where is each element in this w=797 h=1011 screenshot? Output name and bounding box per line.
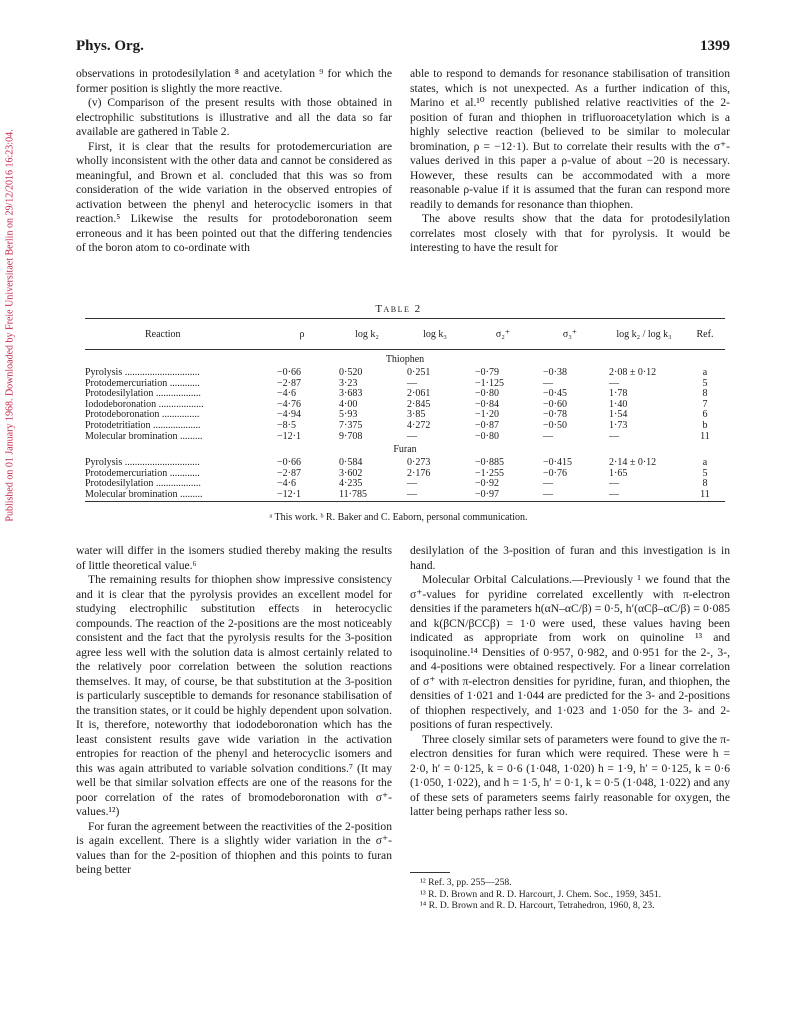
footnote-rule: [410, 872, 450, 873]
table-cell: —: [407, 377, 417, 389]
table-cell: —: [407, 478, 417, 490]
table-cell: 4·235: [339, 478, 363, 490]
table-cell: —: [609, 430, 619, 442]
paragraph: able to respond to demands for resonance stabilisation of transition states, which is not unexpected. As a further indication of this, Marino et al.¹⁰ recently published relative reactivities of the 2-position of furan and thiophen in trifluoroacetylation which is a highly selective reaction (believed to be similar to molecular bromination, ρ = −12·1). But to correlate their results with the σ⁺-values derived in this paper a ρ-value of about −20 is necessary. However, these results can be accommodated with a more reasonable ρ-value if it is assumed that the furan can respond more readily to demands for resonance than thiophen.: [410, 67, 730, 211]
top-right-column: [410, 67, 730, 256]
table-cell: −1·255: [475, 467, 504, 479]
table-cell: −0·97: [475, 488, 499, 500]
table-cell: −0·60: [543, 398, 567, 410]
table-cell: 5: [702, 377, 708, 389]
column-header: log k₂ / log k₃: [616, 328, 672, 340]
table-cell: −0·78: [543, 409, 567, 421]
table-cell: −0·80: [475, 430, 499, 442]
paragraph: First, it is clear that the results for protodemercuriation are wholly inconsistent with the other data and cannot be considered as meaningful, and Brown et al. concluded that this was so from consideration of the wide variation in the observed entropies of activation between the phenyl and heterocyclic isomers in that reaction.⁵ Likewise the results for protodeboronation seem erroneous and it has been pointed out that the differing tendencies of the boron atom to co-ordinate with: [76, 139, 392, 254]
table-cell: −0·66: [277, 457, 301, 469]
table-cell: 2·845: [407, 398, 431, 410]
paragraph: (v) Comparison of the present results with those obtained in electrophilic substitutions is illustrative and all the data so far available are gathered in Table 2.: [76, 96, 392, 138]
bottom-left-column: [76, 544, 392, 878]
table-cell: −2·87: [277, 377, 301, 389]
table-cell: −0·80: [475, 388, 499, 400]
table-cell: −0·84: [475, 398, 499, 410]
table-cell: —: [543, 488, 553, 500]
table-cell: −0·92: [475, 478, 499, 490]
table-cell: 1·65: [609, 467, 628, 479]
reaction-name: Iododeboronation ..................: [85, 398, 204, 410]
table-cell: 6: [702, 409, 708, 421]
table-cell: 5: [702, 467, 708, 479]
reaction-name: Molecular bromination .........: [85, 488, 203, 500]
table-cell: 8: [702, 388, 708, 400]
table-body: [85, 352, 725, 501]
column-header: σ₃⁺: [562, 328, 578, 340]
top-left-column: [76, 67, 392, 256]
table-cell: 3·85: [407, 409, 426, 421]
table-cell: 4·272: [407, 419, 431, 431]
journal-name: Phys. Org.: [76, 38, 144, 54]
paragraph: observations in protodesilylation ⁸ and acetylation ⁹ for which the former position is slightly the more reactive.: [76, 67, 392, 95]
reference: ¹³ R. D. Brown and R. D. Harcourt, J. Chem. Soc., 1959, 3451.: [420, 888, 662, 900]
table-cell: 0·584: [339, 457, 363, 469]
table-cell: 9·708: [339, 430, 363, 442]
table-cell: 0·273: [407, 457, 431, 469]
table-cell: −0·38: [543, 367, 567, 378]
table-cell: —: [543, 478, 553, 490]
table-cell: 2·14 ± 0·12: [609, 457, 657, 469]
table-title: Table 2: [375, 303, 422, 315]
table-cell: −0·45: [543, 388, 567, 400]
table-cell: 4·00: [339, 398, 358, 410]
reaction-name: Protodesilylation ..................: [85, 388, 201, 400]
reference: ¹⁴ R. D. Brown and R. D. Harcourt, Tetrahedron, 1960, 8, 23.: [420, 900, 655, 911]
paragraph: For furan the agreement between the reactivities of the 2-position is again excellent. There is a slightly wider variation in the σ⁺-values than for the 2-position of thiophen and this points to furan being better: [76, 819, 392, 876]
table-cell: −2·87: [277, 467, 301, 479]
table-cell: 11: [700, 430, 710, 442]
table-cell: 11: [700, 488, 710, 500]
column-header: Ref.: [696, 328, 714, 340]
table-cell: 2·08 ± 0·12: [609, 367, 657, 378]
table-cell: 2·061: [407, 388, 431, 400]
table-cell: 3·683: [339, 388, 363, 400]
table-cell: —: [609, 488, 619, 500]
column-header: log k₂: [355, 328, 379, 340]
download-watermark: Published on 01 January 1968. Downloaded by Freie Universitaet Berlin on 29/12/2016 16:23:04.: [4, 129, 16, 522]
paragraph: desilylation of the 3-position of furan and this investigation is in hand.: [410, 544, 730, 572]
table-row: [85, 368, 725, 379]
table-cell: 2·176: [407, 467, 431, 479]
table-cell: −0·415: [543, 457, 572, 469]
table-footnote: ᵃ This work. ᵇ R. Baker and C. Eaborn, personal communication.: [269, 512, 528, 523]
data-table: [85, 318, 725, 504]
table-cell: b: [702, 419, 708, 431]
table-header-row: [85, 321, 725, 350]
table-cell: a: [702, 367, 708, 378]
column-header: ρ: [299, 328, 305, 340]
table-cell: 1·54: [609, 409, 628, 421]
paragraph: water will differ in the isomers studied thereby making the results of little theoretical value.⁶: [76, 544, 392, 572]
paragraph: Molecular Orbital Calculations.—Previously ¹ we found that the σ⁺-values for pyridine correlated excellently with π-electron densities if the parameters h(αN–αC/β) = 0·5, h′(αCβ–αC/β) = 0·085 and k(βCN/βCCβ) = 1·0 were used, these values having been indicated as appropriate from work on quinoline ¹³ and isoquinoline.¹⁴ Densities of 0·957, 0·982, and 0·951 for the 2-, 3-, and 4-positions were obtained respectively. For a linear correlation of σ⁺ with π-electron densities for pyridine, furan, and thiophen, the densities of 1·021 and 1·044 are predicted for the 3- and 2-positions of thiophen respectively, and 1·023 and 1·050 for the 3- and 2-positions of furan respectively.: [410, 573, 730, 731]
table-cell: 7: [702, 398, 708, 410]
column-header: Reaction: [145, 328, 181, 340]
table-cell: 7·375: [339, 419, 363, 431]
table-row: [85, 421, 725, 432]
paragraph: The above results show that the data for protodesilylation correlates most closely with that for pyrolysis. It would be interesting to have the result for: [410, 212, 730, 254]
reaction-name: Pyrolysis ..............................: [85, 457, 200, 469]
table-cell: 0·520: [339, 367, 363, 378]
table-cell: 5·93: [339, 409, 358, 421]
table-cell: −0·79: [475, 367, 499, 378]
paragraph: The remaining results for thiophen show impressive consistency and it is clear that the pyrolysis provides an excellent model for studying electrophilic substitution effects in heterocyclic compounds. The reaction of the 2-positions are the most noticeably consistent and the fact that the pyrolysis results for the 3-position agree less well with the solution data is almost certainly related to the relatively poor correlation between the solution reactions themselves. It may, of course, be that substitution at the 3-position is particularly susceptible to demands for resonance stabilisation of the transition states, or it could be highly dependent upon solvation. It is, therefore, noteworthy that iododeboronation which has the least consistent results gave wide variation in the activation entropies for reaction of the phenyl and heterocyclic isomers and this was again attributed to variable solvation conditions.⁷ (It may well be that similar solvation effects are one of the reasons for the poor correlation of the rates of bromodeboronation with σ⁺-values.¹²): [76, 573, 392, 818]
table-group-row: [85, 352, 725, 368]
table-cell: —: [407, 488, 417, 500]
group-label: Thiophen: [385, 353, 425, 365]
reaction-name: Protodetritiation ...................: [85, 419, 201, 431]
table-cell: 3·602: [339, 467, 363, 479]
table-group-row: [85, 442, 725, 458]
paragraph: Three closely similar sets of parameters were found to give the π-electron densities for furan which were required. These were h = 2·0, h′ = 0·125, k = 0·6 (1·048, 1·020) h = 1·9, h′ = 0·125, k = 0·6 (1·050, 1·022), and h = 1·5, h′ = 0·1, k = 0·5 (1·048, 1·022) and any of these sets of parameters seems fairly reasonable for oxygen, the latter being perhaps rather less so.: [410, 732, 730, 818]
column-header: σ₂⁺: [495, 328, 511, 340]
reaction-name: Protodemercuriation ............: [85, 467, 200, 479]
page-number: 1399: [700, 38, 730, 54]
table-cell: −0·87: [475, 419, 499, 431]
table-cell: —: [609, 478, 619, 490]
table-cell: −4·6: [277, 388, 296, 400]
table-cell: 1·78: [609, 388, 628, 400]
table-cell: 0·251: [407, 367, 431, 378]
group-label: Furan: [393, 443, 417, 455]
table-cell: −1·125: [475, 377, 504, 389]
reaction-name: Protodeboronation ...............: [85, 409, 200, 421]
table-cell: −12·1: [277, 430, 301, 442]
reaction-name: Protodemercuriation ............: [85, 377, 200, 389]
table-cell: −8·5: [277, 419, 296, 431]
reference: ¹² Ref. 3, pp. 255—258.: [420, 877, 512, 888]
table-row: [85, 490, 725, 501]
table-cell: —: [609, 377, 619, 389]
table-cell: −4·94: [277, 409, 301, 421]
column-header: log k₃: [423, 328, 447, 340]
table-cell: 3·23: [339, 377, 358, 389]
page-header: [76, 38, 730, 58]
table-cell: —: [407, 430, 417, 442]
table-cell: −0·50: [543, 419, 567, 431]
table-cell: a: [702, 457, 708, 469]
table-cell: −0·66: [277, 367, 301, 378]
table-cell: −4·6: [277, 478, 296, 490]
reaction-name: Molecular bromination .........: [85, 430, 203, 442]
table-cell: −0·76: [543, 467, 567, 479]
table-cell: −12·1: [277, 488, 301, 500]
table-cell: 11·785: [339, 488, 367, 500]
table-cell: −1·20: [475, 409, 499, 421]
table-cell: 1·40: [609, 398, 628, 410]
table-cell: —: [543, 430, 553, 442]
table-cell: 1·73: [609, 419, 628, 431]
table-cell: —: [543, 377, 553, 389]
table-cell: 8: [702, 478, 708, 490]
table-cell: −4·76: [277, 398, 301, 410]
table-cell: −0·885: [475, 457, 504, 469]
reaction-name: Pyrolysis ..............................: [85, 367, 200, 378]
reaction-name: Protodesilylation ..................: [85, 478, 201, 490]
bottom-right-column: [410, 544, 730, 820]
table-row: [85, 432, 725, 443]
reference-list: [410, 877, 730, 912]
